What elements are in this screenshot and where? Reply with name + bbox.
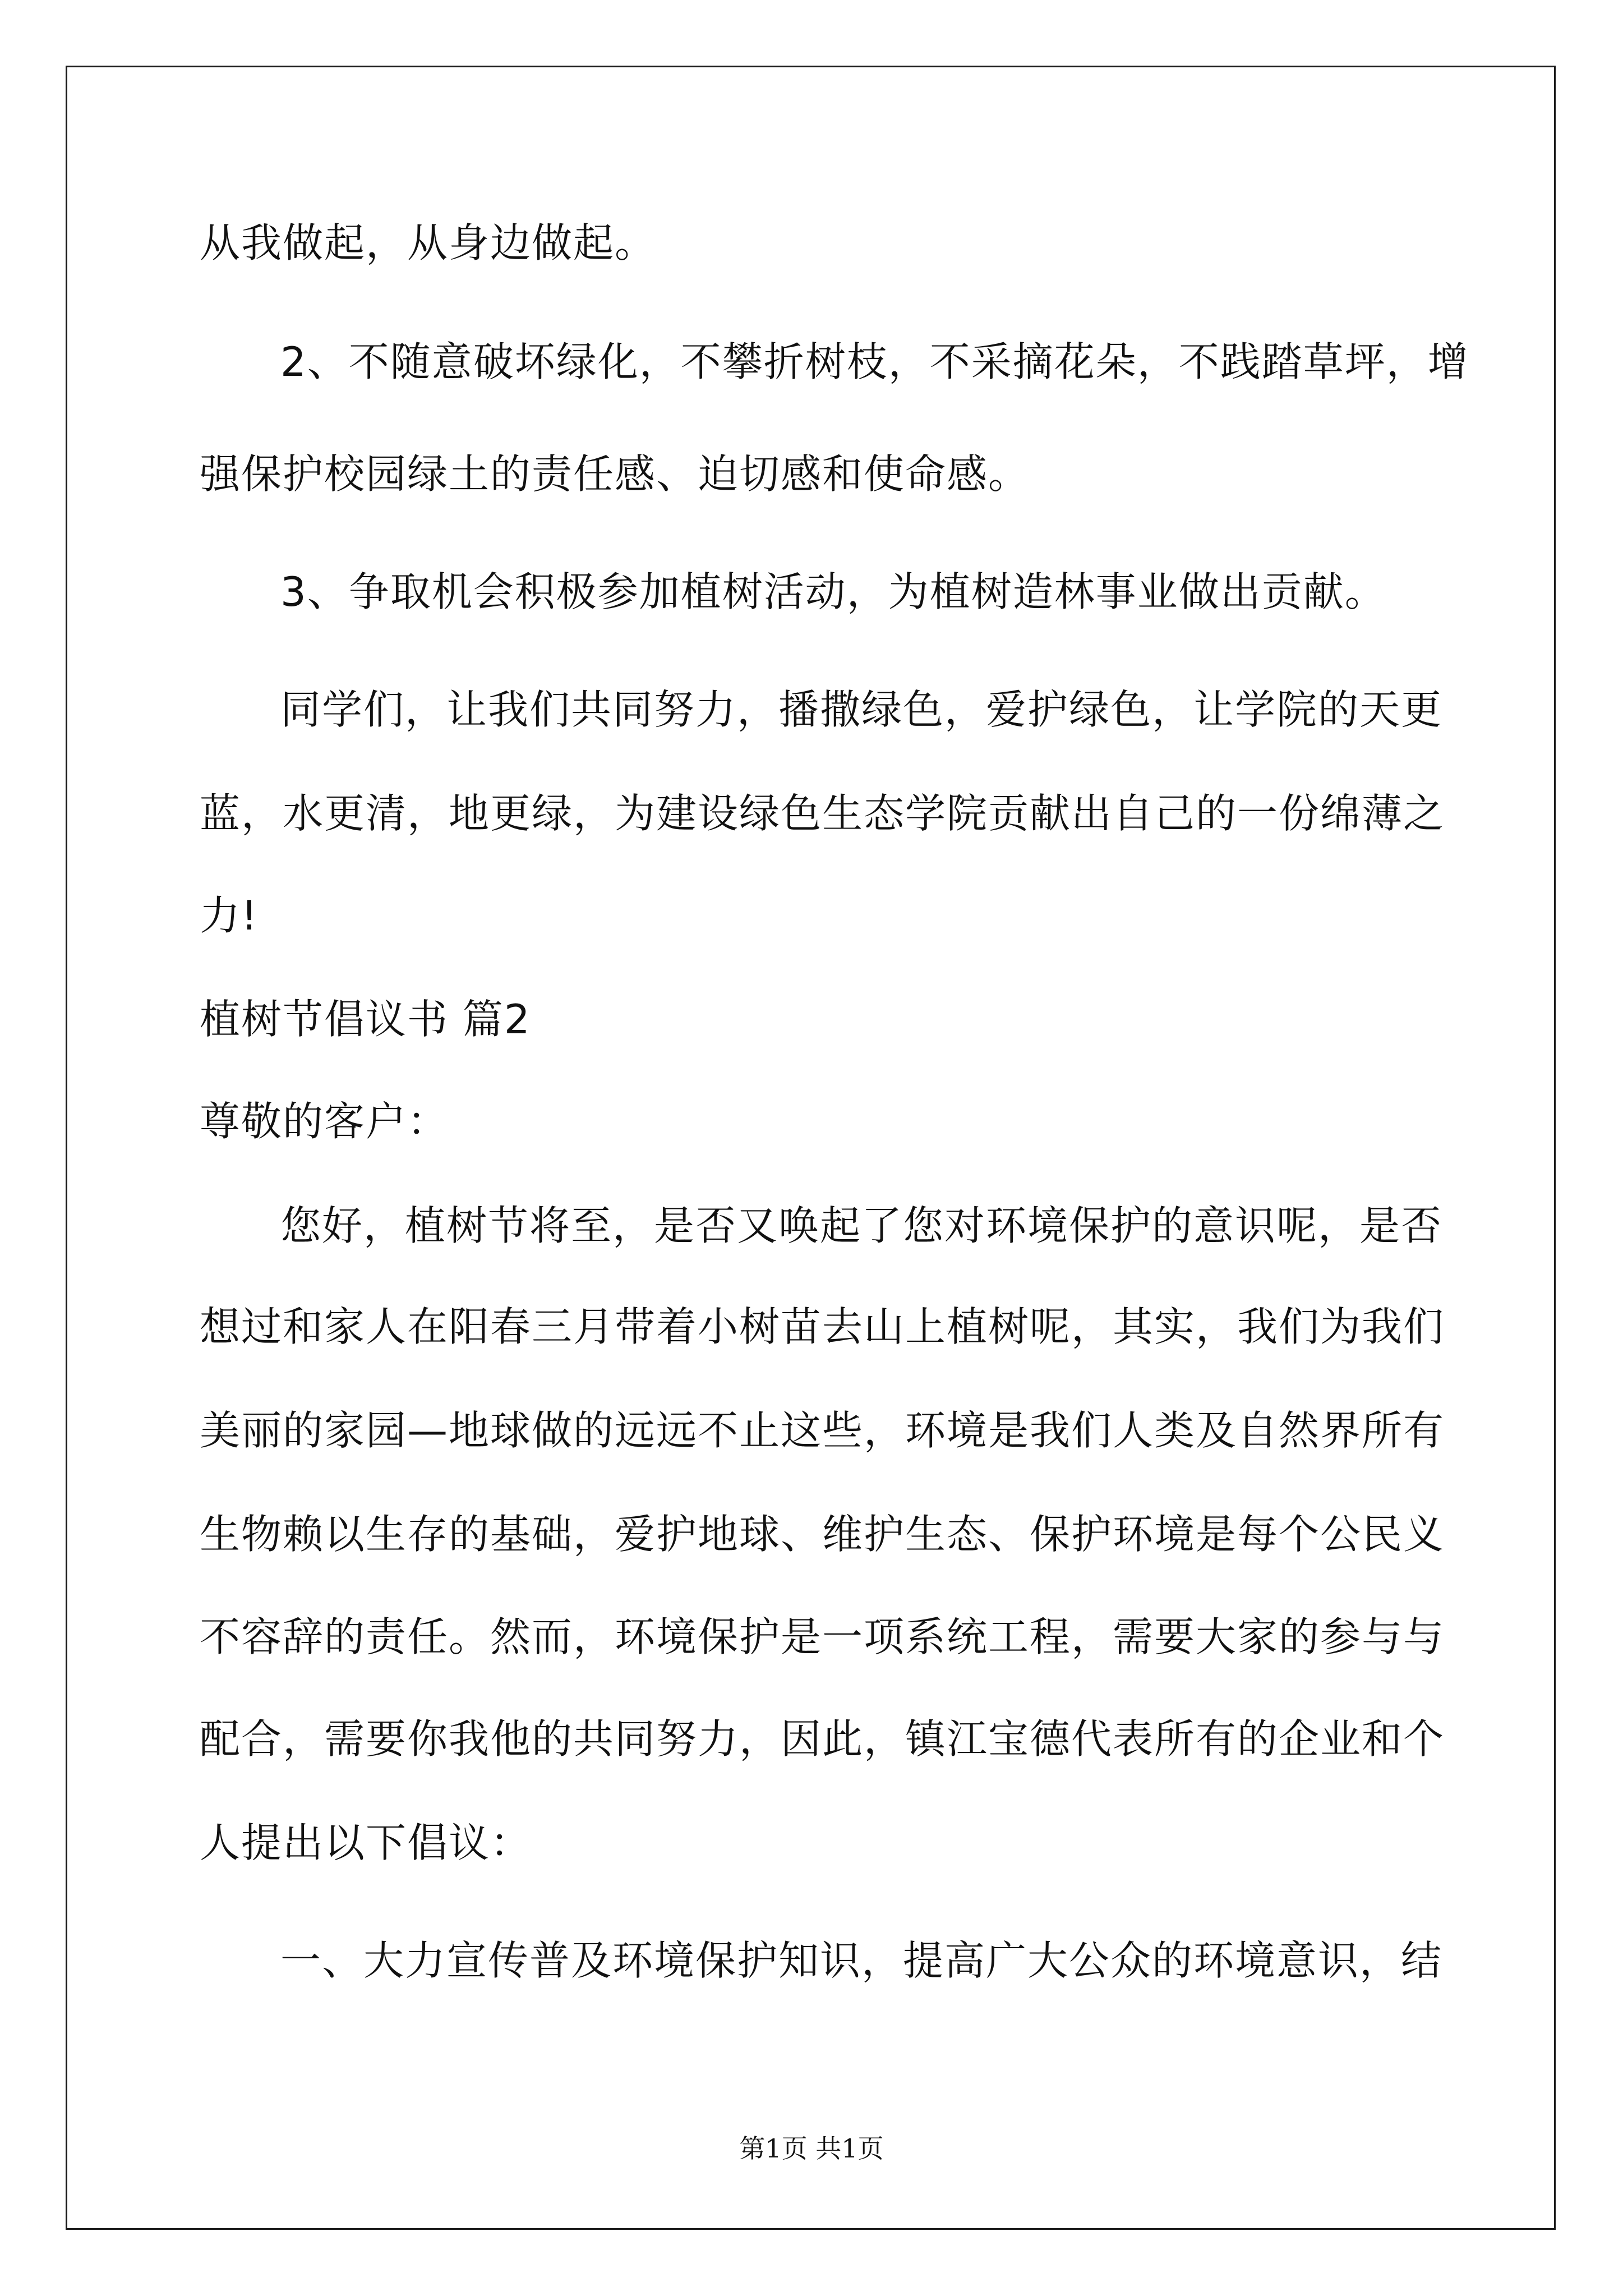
body-line-14: 不容辞的责任。然而，环境保护是一项系统工程，需要大家的参与与: [200, 1613, 1445, 1660]
body-line-12: 美丽的家园—地球做的远远不止这些，环境是我们人类及自然界所有: [200, 1407, 1445, 1454]
body-line-7: 力!: [200, 892, 259, 939]
body-line-15: 配合，需要你我他的共同努力，因此，镇江宝德代表所有的企业和个: [200, 1715, 1445, 1763]
body-line-3: 强保护校园绿土的责任感、迫切感和使命感。: [200, 450, 1030, 498]
body-line-17: 一、大力宣传普及环境保护知识，提高广大公众的环境意识，结: [280, 1937, 1443, 1984]
page-footer: 第1页 共1页: [739, 2133, 884, 2164]
body-line-16: 人提出以下倡议：: [200, 1819, 532, 1866]
body-line-6: 蓝，水更清，地更绿，为建设绿色生态学院贡献出自己的一份绵薄之: [200, 790, 1445, 837]
body-line-11: 想过和家人在阳春三月带着小树苗去山上植树呢，其实，我们为我们: [200, 1303, 1445, 1350]
body-line-13: 生物赖以生存的基础，爱护地球、维护生态、保护环境是每个公民义: [200, 1511, 1445, 1558]
section-heading: 植树节倡议书 篇2: [200, 996, 531, 1043]
body-line-4: 3、争取机会积极参加植树活动，为植树造林事业做出贡献。: [280, 568, 1386, 615]
body-line-10: 您好，植树节将至，是否又唤起了您对环境保护的意识呢，是否: [280, 1202, 1443, 1249]
body-line-2: 2、不随意破坏绿化，不攀折树枝，不采摘花朵，不践踏草坪，增: [280, 338, 1469, 385]
salutation: 尊敬的客户：: [200, 1098, 449, 1145]
body-line-5: 同学们，让我们共同努力，播撒绿色，爱护绿色，让学院的天更: [280, 686, 1443, 733]
body-line-1: 从我做起，从身边做起。: [200, 219, 657, 266]
